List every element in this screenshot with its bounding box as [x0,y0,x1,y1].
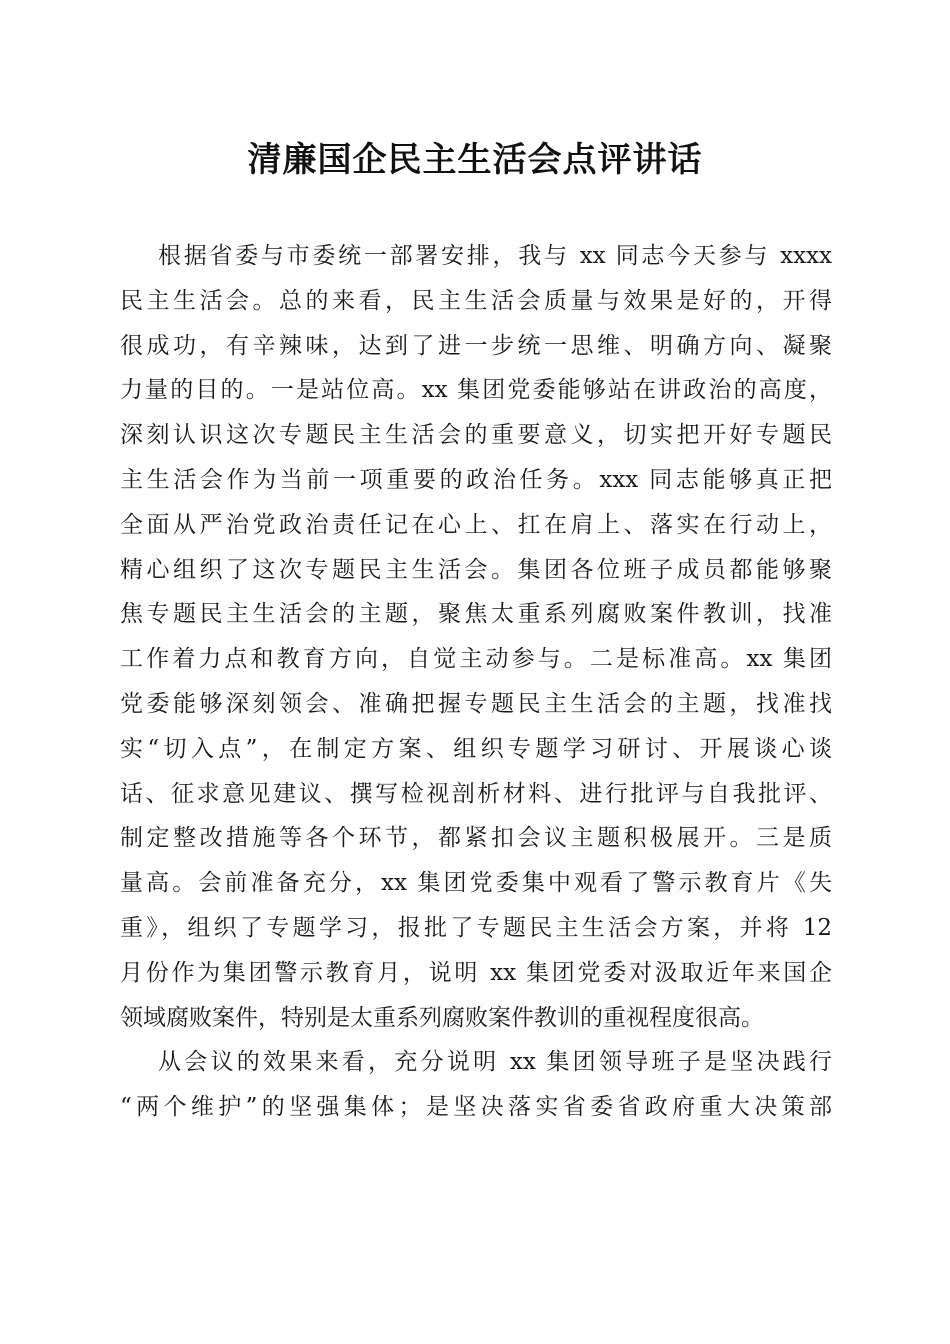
paragraph-line: 精心组织了这次专题民主生活会。集团各位班子成员都能够聚 [120,556,832,583]
paragraph-line: 民主生活会。总的来看，民主生活会质量与效果是好的，开得 [120,287,832,314]
document-body [120,234,832,1130]
paragraph-line: 很成功，有辛辣味，达到了进一步统一思维、明确方向、凝聚 [120,332,832,359]
paragraph-line: 领域腐败案件，特别是太重系列腐败案件教训的重视程度很高。 [120,1004,764,1031]
paragraph-line: 月份作为集团警示教育月，说明 xx 集团党委对汲取近年来国企 [120,959,832,986]
paragraph-line: 实“切入点”，在制定方案、组织专题学习研讨、开展谈心谈 [120,735,832,762]
paragraph-line: 深刻认识这次专题民主生活会的重要意义，切实把开好专题民 [120,422,832,449]
paragraph-line: 制定整改措施等各个环节，都紧扣会议主题积极展开。三是质 [120,825,832,852]
paragraph-line: 党委能够深刻领会、准确把握专题民主生活会的主题，找准找 [120,690,832,717]
paragraph-line: 重》，组织了专题学习，报批了专题民主生活会方案，并将 12 [120,914,832,941]
paragraph-line: 力量的目的。一是站位高。xx 集团党委能够站在讲政治的高度， [120,377,832,404]
paragraph-line: 工作着力点和教育方向，自觉主动参与。二是标准高。xx 集团 [120,646,832,673]
paragraph-line: 焦专题民主生活会的主题，聚焦太重系列腐败案件教训，找准 [120,601,832,628]
paragraph-line: 全面从严治党政治责任记在心上、扛在肩上、落实在行动上， [120,511,832,538]
paragraph-line: 主生活会作为当前一项重要的政治任务。xxx 同志能够真正把 [120,466,832,493]
paragraph-line: 量高。会前准备充分，xx 集团党委集中观看了警示教育片《失 [120,870,832,897]
paragraph-line: 根据省委与市委统一部署安排，我与 xx 同志今天参与 xxxx [158,243,832,269]
document-title: 清廉国企民主生活会点评讲话 [247,140,703,180]
paragraph-line: 话、征求意见建议、撰写检视剖析材料、进行批评与自我批评、 [120,780,832,807]
paragraph-line: 从会议的效果来看，充分说明 xx 集团领导班子是坚决践行 [158,1049,832,1076]
paragraph-line: “两个维护”的坚强集体；是坚决落实省委省政府重大决策部 [120,1094,832,1121]
